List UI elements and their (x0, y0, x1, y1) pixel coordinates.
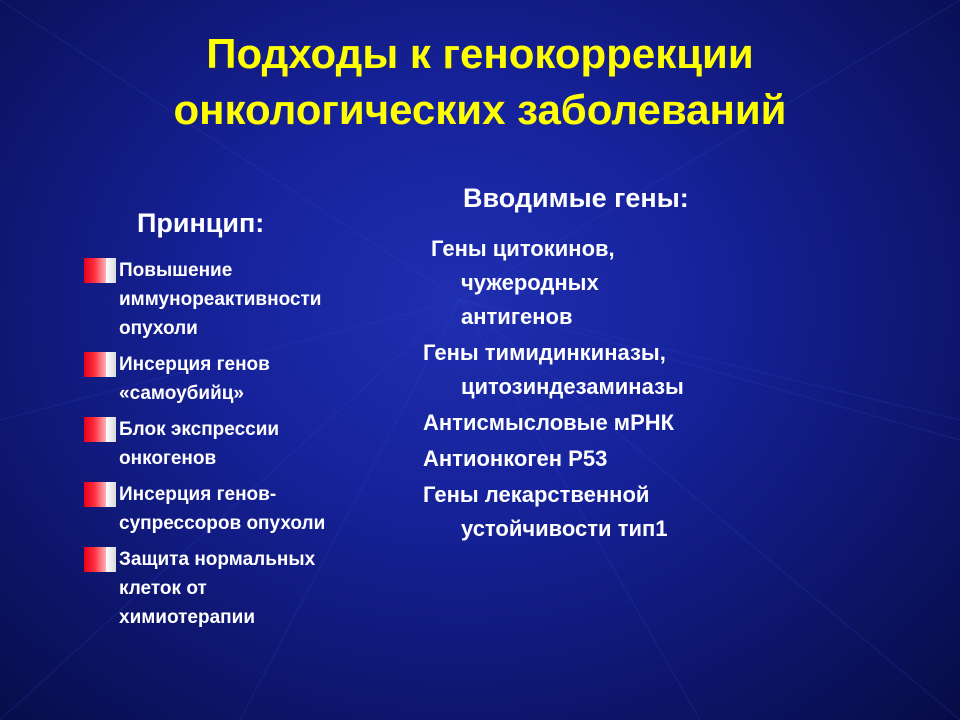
bullet-square-icon (84, 258, 116, 283)
bullet-square-icon (84, 417, 116, 442)
principle-item-line: Защита нормальных (119, 549, 316, 570)
principle-item (84, 256, 384, 343)
genes-heading: Вводимые гены: (463, 183, 689, 213)
gene-item-line: устойчивости тип1 (461, 516, 668, 541)
bullet-square-icon (84, 547, 116, 572)
gene-item (423, 478, 923, 546)
page-title (0, 26, 960, 138)
genes-list (423, 232, 923, 548)
principle-item-line: химиотерапии (119, 607, 255, 628)
principle-item-line: иммунореактивности (119, 289, 322, 310)
principle-item (84, 415, 384, 473)
gene-item-line: Антисмысловые мРНК (423, 410, 675, 435)
principle-item-line: Инсерция генов (119, 354, 270, 375)
gene-item-line: Гены цитокинов, (431, 236, 615, 261)
principle-item-line: Блок экспрессии (119, 419, 280, 440)
principle-list (84, 256, 384, 639)
gene-item-line: Антионкоген Р53 (423, 446, 608, 471)
bullet-square-icon (84, 482, 116, 507)
principle-item (84, 545, 384, 632)
gene-item-line: Гены тимидинкиназы, (423, 340, 666, 365)
bullet-square-icon (84, 352, 116, 377)
principle-item-line: клеток от (119, 578, 207, 599)
principle-item-line: онкогенов (119, 448, 217, 469)
principle-item-line: Инсерция генов- (119, 484, 277, 505)
gene-item (423, 336, 923, 404)
title-line-2: онкологических заболеваний (173, 86, 787, 133)
principle-heading: Принцип: (137, 208, 265, 238)
gene-item-line: Гены лекарственной (423, 482, 650, 507)
title-line-1: Подходы к генокоррекции (206, 30, 754, 77)
gene-item-line: антигенов (461, 304, 573, 329)
principle-item-line: опухоли (119, 318, 198, 339)
gene-item (423, 232, 923, 334)
principle-item (84, 480, 384, 538)
principle-item-line: «самоубийц» (119, 383, 245, 404)
gene-item (423, 406, 923, 440)
principle-item-line: супрессоров опухоли (119, 513, 326, 534)
principle-item (84, 350, 384, 408)
gene-item-line: цитозиндезаминазы (461, 374, 684, 399)
gene-item-line: чужеродных (461, 270, 599, 295)
gene-item (423, 442, 923, 476)
principle-item-line: Повышение (119, 260, 233, 281)
